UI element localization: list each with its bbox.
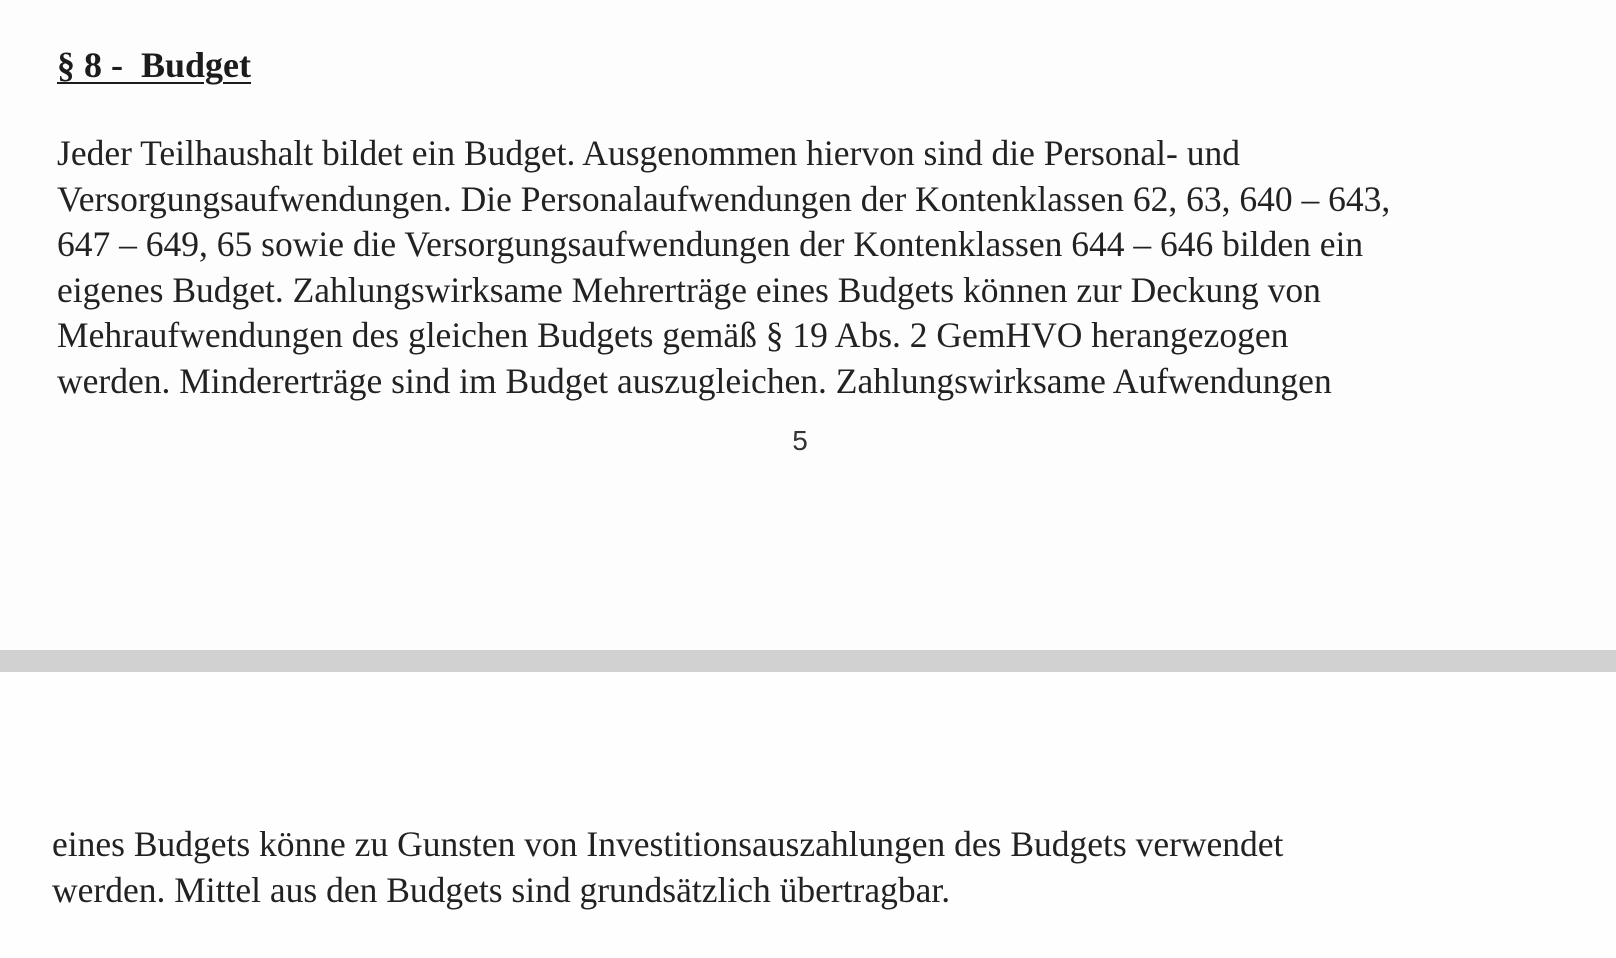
paragraph-top [57,131,1390,404]
page-number: 5 [792,425,808,456]
text-line: Mehraufwendungen des gleichen Budgets gemäß § 19 Abs. 2 GemHVO herangezogen [57,315,1289,355]
text-line: werden. Mindererträge sind im Budget auszugleichen. Zahlungswirksame Aufwendungen [57,360,1332,401]
text-line: 647 – 649, 65 sowie die Versorgungsaufwendungen der Kontenklassen 644 – 646 bilden ein [57,224,1364,264]
text-line: Versorgungsaufwendungen. Die Personalaufwendungen der Kontenklassen 62, 63, 640 – 643, [57,178,1391,219]
text-line: eigenes Budget. Zahlungswirksame Mehrerträge eines Budgets können zur Deckung von [57,269,1321,310]
text-line: eines Budgets könne zu Gunsten von Investitionsauszahlungen des Budgets verwendet [52,824,1284,864]
page-6 [0,672,1616,958]
section-heading: § 8 - Budget [57,45,252,85]
text-line: werden. Mittel aus den Budgets sind grundsätzlich übertragbar. [52,869,951,910]
page-separator [0,650,1616,672]
text-line: Jeder Teilhaushalt bildet ein Budget. Ausgenommen hiervon sind die Personal- und [57,133,1240,173]
paragraph-bottom [52,822,1283,913]
